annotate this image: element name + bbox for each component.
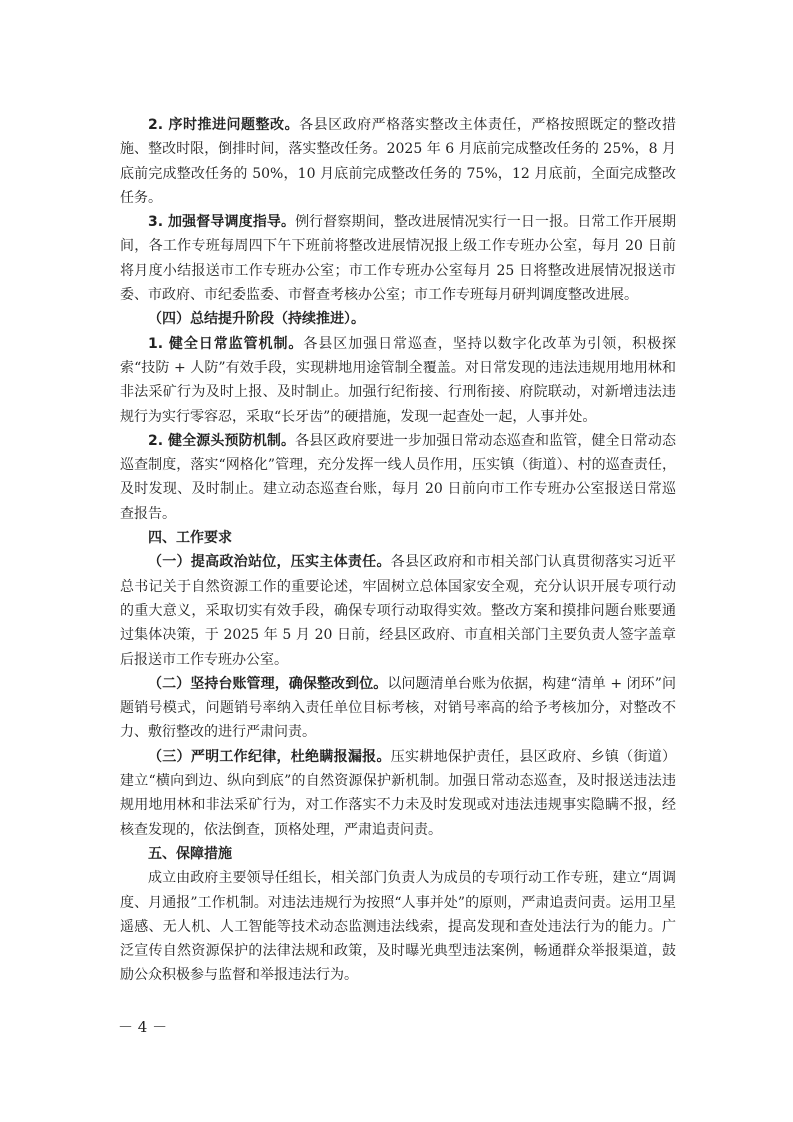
paragraph-lead: （二）坚持台账管理，确保整改到位。 — [148, 675, 388, 692]
heading-text: （四）总结提升阶段（持续推进）。 — [148, 311, 365, 328]
section-heading-summary-stage — [120, 307, 676, 331]
heading-text: 五、保障措施 — [148, 845, 232, 862]
paragraph-lead: （三）严明工作纪律，杜绝瞒报漏报。 — [148, 748, 391, 765]
paragraph-lead: （一）提高政治站位，压实主体责任。 — [148, 554, 391, 571]
paragraph-lead: 1. 健全日常监管机制。 — [148, 335, 304, 352]
paragraph-rectification-schedule — [120, 113, 676, 210]
paragraph-source-prevention — [120, 429, 676, 526]
paragraph-lead: 2. 序时推进问题整改。 — [148, 117, 300, 133]
paragraph-lead: 2. 健全源头预防机制。 — [148, 432, 296, 449]
paragraph-safeguard-measures — [120, 866, 676, 987]
section-heading-safeguards — [120, 842, 676, 866]
section-heading-work-requirements — [120, 526, 676, 550]
paragraph-work-discipline — [120, 745, 676, 842]
paragraph-text: 各县区政府要进一步加强日常动态巡查和监管，健全日常动态巡查制度，落实“网格化”管理，充分发挥一线人员作用，压实镇（街道）、村的巡查责任，及时发现、及时制止。建立动态巡查台账，每月 20 日前向市工作专班办公室报送日常巡查报告。 — [120, 432, 676, 522]
paragraph-text: 各县区加强日常巡查，坚持以数字化改革为引领，积极探索“技防 + 人防”有效手段，实现耕地用途管制全覆盖。对日常发现的违法违规用地用林和非法采矿行为及时上报、及时制止。加强行纪衔接、行刑衔接、府院联动，对新增违法违规行为实行零容忍，采取“长牙齿”的硬措施，发现一起查处一起，人事并处。 — [120, 335, 677, 425]
page-number: － 4 － — [118, 1018, 168, 1036]
document-body — [120, 113, 676, 988]
heading-text: 四、工作要求 — [148, 530, 232, 547]
paragraph-text: 各县区政府和市相关部门认真贯彻落实习近平总书记关于自然资源工作的重要论述，牢固树立总体国家安全观，充分认识开展专项行动的重大意义，采取切实有效手段，确保专项行动取得实效。整改方案和摸排问题台账要通过集体决策，于 2025 年 5 月 20 日前，经县区政府、市直相关部门主要负责人签字盖章后报送市工作专班办公室。 — [120, 554, 677, 668]
paragraph-ledger-management — [120, 672, 676, 745]
paragraph-text: 成立由政府主要领导任组长，相关部门负责人为成员的专项行动工作专班，建立“周调度、月通报”工作机制。对违法违规行为按照“人事并处”的原则，严肃追责问责。运用卫星遥感、无人机、人工智能等技术动态监测违法线索，提高发现和查处违法行为的能力。广泛宣传自然资源保护的法律法规和政策，及时曝光典型违法案例，畅通群众举报渠道，鼓励公众积极参与监督和举报违法行为。 — [120, 870, 676, 984]
paragraph-daily-supervision — [120, 332, 676, 429]
paragraph-political-stance — [120, 550, 676, 671]
paragraph-text: 以问题清单台账为依据，构建“清单 + 闭环”问题销号模式，问题销号率纳入责任单位目标考核，对销号率高的给予考核加分，对整改不力、敷衍整改的进行严肃问责。 — [120, 675, 677, 741]
paragraph-text: 各县区政府严格落实整改主体责任，严格按照既定的整改措施、整改时限，倒排时间，落实整改任务。2025 年 6 月底前完成整改任务的 25%，8 月底前完成整改任务的 50%，10 月底前完成整改任务的 75%，12 月底前，全面完成整改任务。 — [120, 117, 676, 206]
paragraph-supervision-dispatch — [120, 210, 676, 307]
paragraph-lead: 3. 加强督导调度指导。 — [148, 214, 296, 231]
paragraph-text: 例行督察期间，整改进展情况实行一日一报。日常工作开展期间，各工作专班每周四下午下班前将整改进展情况报上级工作专班办公室，每月 20 日前将月度小结报送市工作专班办公室；市工作专班办公室每月 25 日将整改进展情况报送市委、市政府、市纪委监委、市督查考核办公室；市工作专班每月研判调度整改进展。 — [120, 214, 676, 304]
paragraph-text: 压实耕地保护责任，县区政府、乡镇（街道）建立“横向到边、纵向到底”的自然资源保护新机制。加强日常动态巡查，及时报送违法违规用地用林和非法采矿行为，对工作落实不力未及时发现或对违法违规事实隐瞒不报，经核查发现的，依法倒查，顶格处理，严肃追责问责。 — [120, 748, 677, 838]
